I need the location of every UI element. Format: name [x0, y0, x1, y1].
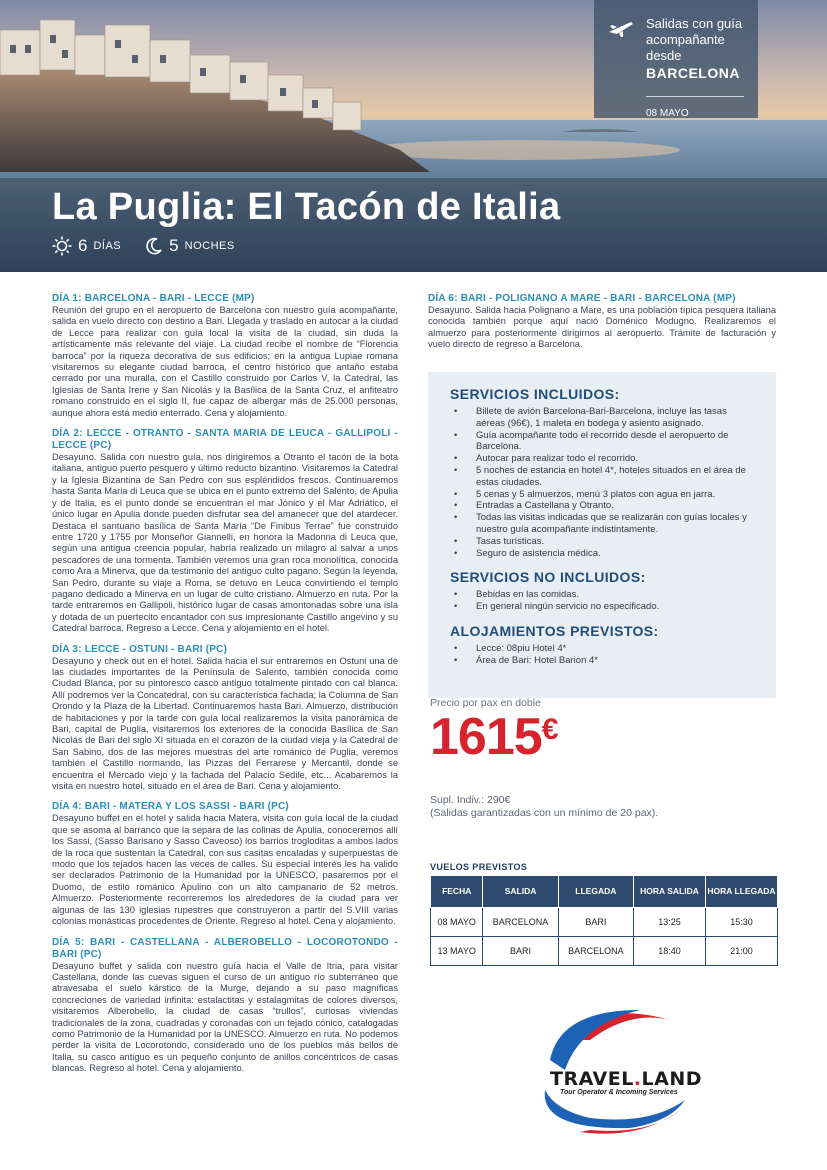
not-included-title: SERVICIOS NO INCLUIDOS: — [450, 569, 646, 586]
day-text: Reunión del grupo en el aeropuerto de Barcelona con nuestro guía acompañante, salida en vuelo directo con destino a Bari. Llegada y traslado en autocar a la ciudad de Lecce para realizar con guía local la visita de la ciudad, sin duda la artísticamente más relevante del viaje. La ciudad recibe el nombre de “Florencia barroca” por la riqueza decorativa de sus edificios; en la antigua Lupiae romana visitaremos su elegante ciudad barroca, el centro histórico que antaño estaba cerrado por una muralla, con el Castillo construido por Carlos V, la Catedral, las Iglesias de Santa Irene y San Nicolás y la Basílica de la Santa Cruz, el anfiteatro romano construido en el siglo II, fue capaz de albergar más de 25.000 personas, aunque ahora está medio enterrado. Cena y alojamiento. — [52, 305, 398, 418]
departure-line-3: desde — [646, 48, 682, 63]
day-text: Desayuno buffet y salida con nuestro guía hacia el Valle de Itria, para visitar Castellana, donde las cuevas siguen el curso de un antiguo río subterráneo que atravesaba el suelo kárstico de la Murge, dejando a su paso magníficas concreciones de variedad infinita: estalactitas y estalagmitas de colores diversos, visitaremos Alberobello, la ciudad de casas “trullos”, curiosas viviendas tradicionales de la zona, cuadradas y coronadas con un tejado cónico, catalogadas como Patrimonio de la Humanidad por la UNESCO. Almuerzo en ruta. No podemos perder la visita de Locorotondo, considerado uno de los pueblos más bellos de Italia, su casco antiguo es un pequeño conjunto de anillos concéntricos de casas blancas. Regreso al hotel. Cena y alojamiento. — [52, 960, 398, 1074]
departure-city: BARCELONA — [646, 65, 740, 81]
departure-line-1: Salidas con guía — [646, 16, 743, 31]
divider — [646, 96, 744, 97]
list-item: • Área de Bari: Hotel Barion 4* — [450, 655, 756, 667]
table-cell: BARI — [483, 937, 558, 966]
list-item: • Bebidas en las comidas. — [450, 589, 756, 601]
page-title: La Puglia: El Tacón de Italia — [52, 186, 561, 228]
table-header-row — [431, 876, 778, 908]
day-title: DÍA 5: BARI - CASTELLANA - ALBEROBELLO - LOCOROTONDO - BARI (PC) — [52, 936, 398, 960]
list-item: • Autocar para realizar todo el recorrido. — [450, 453, 756, 465]
list-item: • 5 noches de estancia en hotel 4*, hoteles situados en el área de estas ciudades. — [450, 465, 756, 489]
list-item: • Todas las visitas indicadas que se realizarán con guías locales y nuestro guía acompañante indistintamente. — [450, 512, 756, 536]
price-value: 1615 — [430, 708, 542, 766]
flights-table — [430, 875, 778, 966]
day-text: Desayuno. Salida con nuestro guía, nos dirigiremos a Otranto el tacón de la bota italiana, antiguo puerto pesquero y último reducto bizantino. Visitaremos la Catedral y la Iglesia Bizantina de San Pedro con sus espléndidos frescos. Continuaremos hasta Santa Maria di Leuca que se ubica en el punto extremo del Salento, de Apulia y de Italia, es el punto donde se encuentran el mar Jónico y el Mar Adriático, el único lugar en Apulia donde pueden disfrutar sea del amanecer que del atardecer. Destaca el santuario basílica de Santa María “De Finibus Terrae” fue construido entre 1720 y 1755 por Monseñor Giannelli, en honora la Madonna di Leuca que, según una antigua creencia popular, habría realizado un milagro al salvar a unos pescadores de una tormenta. También veremos una gran roca monolítica, conocida como Ara a Minerva, que da testimonio del antiguo culto pagano. Según la leyenda, San Pedro, durante su viaje a Roma, se detuvo en Leuca convirtiendo el templo pagano dedicado a Minerva en un lugar de culto cristiano. Almuerzo en ruta. Por la tarde entraremos en Gallipoli, histórico lugar de casas amontonadas sobre una isla y dotada de un puertecito encantador con sus impresionante Castillo angevino y su Catedral barroca. Regreso a Lecce. Cena y alojamiento en el hotel. — [52, 452, 398, 634]
days-label: DÍAS — [93, 240, 122, 252]
travel-land-logo — [520, 1000, 700, 1138]
departure-date: 08 MAYO — [646, 108, 689, 119]
duration — [52, 236, 235, 256]
day-title: DÍA 1: BARCELONA - BARI - LECCE (MP) — [52, 293, 255, 304]
flights-title: VUELOS PREVISTOS — [430, 862, 528, 872]
hotels-title: ALOJAMIENTOS PREVISTOS: — [450, 622, 659, 639]
day-text: Desayuno y check out en el hotel. Salida hacia el sur entraremos en Ostuni una de las ciudades importantes de la Península de Salento, también conocida como Ciudad Blanca, por su pintoresco casco antiguo totalmente pintado con cal blanca. Allí podremos ver la Concatedral, con su característica fachada; la Columna de San Orondo y la Plaza de la Libertad. Continuaremos hasta Bari. Almuerzo, distribución de habitaciones y por la tarde con guía local realizaremos la visita panorámica de Bari, capital de Puglia, visitaremos los exteriores de la conocida Basílica de San Nicolás de Bari del siglo XI situada en el corazón de la ciudad vieja y la Catedral de San Sabino, dos de las mejores muestras del arte románico de Puglia, veremos también el Castillo normando, las Pizzas del Ferrarese y Mercantil, donde se encuentra el Mercado viejo y la fachada del Palacio Sedile, etc... Acabaremos la visita en nuestro hotel, situado en el área de Bari. Cena y alojamiento. — [52, 655, 398, 792]
day-3 — [52, 644, 398, 793]
list-item: • 5 cenas y 5 almuerzos, menú 3 platos con agua en jarra. — [450, 489, 756, 501]
day-title: DÍA 4: BARI - MATERA Y LOS SASSI - BARI (PC) — [52, 801, 289, 813]
price-currency: € — [541, 713, 558, 746]
table-cell: BARI — [558, 908, 633, 937]
day-1 — [52, 293, 398, 419]
brand-dot: . — [633, 1068, 642, 1090]
list-item: • Seguro de asistencia médica. — [450, 548, 756, 560]
list-item: • Guía acompañante todo el recorrido desde el aeropuerto de Barcelona. — [450, 430, 756, 454]
list-item: • Lecce: 08piu Hotel 4* — [450, 643, 756, 655]
day-text: Desayuno buffet en el hotel y salida hacia Matera, visita con guía local de la ciudad que se asoma al barranco que la separa de las colinas de Apulia, conoceremos allí los Sassi, (Sasso Barisano y Sasso Caveoso) los barrios trogloditas a ambos lados de la roca que sustentan la Catedral, con sus casitas encaladas y superpuestas de modo que los tejados hacen las veces de calles. Su especial interés les ha valido ser declarados Patrimonio de la Humanidad por la UNESCO, pasaremos por el Duomo, de estilo románico Apulino con un alto campanario de 52 metros. Almuerzo. Posteriormente recorreremos los alrededores de la ciudad para ver algunas de las 130 iglesias rupestres que construyeron a partir del S.VIII varias colonias monásticas procedentes de Oriente. Regreso al hotel. Cena y alojamiento. — [52, 813, 398, 927]
departure-panel — [594, 0, 758, 118]
table-cell: BARCELONA — [558, 937, 633, 966]
brand-part-travel: TRAVEL — [550, 1068, 634, 1090]
included-title: SERVICIOS INCLUIDOS: — [450, 386, 620, 402]
day-2 — [52, 428, 398, 635]
nights-count: 5 — [169, 236, 179, 255]
table-cell: 15:30 — [706, 908, 778, 937]
list-item: • Billete de avión Barcelona-Bari-Barcelona, incluye las tasas aéreas (96€), 1 maleta en bodega y asiento asignado. — [450, 406, 756, 430]
nights-label: NOCHES — [184, 240, 235, 252]
table-row — [431, 908, 778, 937]
day-text: Desayuno. Salida hacia Polignano a Mare, es una población típica pesquera italiana conocida también porque aquí nació Doménico Modugno. Realizaremos el almuerzo para posteriormente dirigirnos al aeropuerto. Trámite de facturación y vuelo directo de regreso a Barcelona. — [428, 305, 776, 350]
itinerary-column-right — [428, 293, 776, 360]
header-cell: LLEGADA — [558, 876, 633, 908]
list-item: • Entradas a Castellana y Otranto. — [450, 500, 756, 512]
table-cell: 13 MAYO — [431, 937, 483, 966]
price-label: Precio por pax en doble — [430, 697, 541, 709]
table-cell: 18:40 — [634, 937, 706, 966]
table-cell: 08 MAYO — [431, 908, 483, 937]
airplane-icon — [607, 18, 633, 38]
header-cell: SALIDA — [483, 876, 558, 908]
minimum-note: (Salidas garantizadas con un mínimo de 20 pax). — [430, 807, 659, 819]
single-supplement: Supl. Indiv.: 290€ — [430, 794, 511, 806]
included-list — [450, 406, 756, 559]
brand-name — [550, 1068, 702, 1090]
day-title: DÍA 3: LECCE - OSTUNI - BARI (PC) — [52, 643, 228, 655]
table-cell: 21:00 — [706, 937, 778, 966]
table-row — [431, 937, 778, 966]
day-title: DÍA 6: BARI - POLIGNANO A MARE - BARI - BARCELONA (MP) — [428, 293, 736, 304]
day-6 — [428, 293, 776, 351]
price-notes — [430, 794, 658, 820]
header-cell: HORA LLEGADA — [706, 876, 778, 908]
moon-icon — [145, 237, 163, 255]
day-4 — [52, 801, 398, 927]
list-item: • Tasas turísticas. — [450, 536, 756, 548]
days-count: 6 — [78, 236, 88, 255]
header-cell: FECHA — [431, 876, 483, 908]
not-included-list — [450, 589, 756, 613]
departure-line-2: acompañante — [646, 32, 725, 47]
services-box — [428, 372, 776, 698]
header-cell: HORA SALIDA — [634, 876, 706, 908]
brand-part-land: LAND — [641, 1068, 702, 1090]
table-cell: 13:25 — [634, 908, 706, 937]
brand-tagline: Tour Operator & Incoming Services — [560, 1089, 678, 1096]
list-item: • En general ningún servicio no especificado. — [450, 601, 756, 613]
day-title: DÍA 2: LECCE - OTRANTO - SANTA MARIA DE LEUCA - GALLIPOLI - LECCE (PC) — [52, 428, 398, 452]
price-amount — [430, 707, 557, 767]
hotels-list — [450, 643, 756, 667]
table-cell: BARCELONA — [483, 908, 558, 937]
day-5 — [52, 937, 398, 1075]
sun-icon — [52, 236, 72, 256]
itinerary-column-left — [52, 293, 398, 1084]
